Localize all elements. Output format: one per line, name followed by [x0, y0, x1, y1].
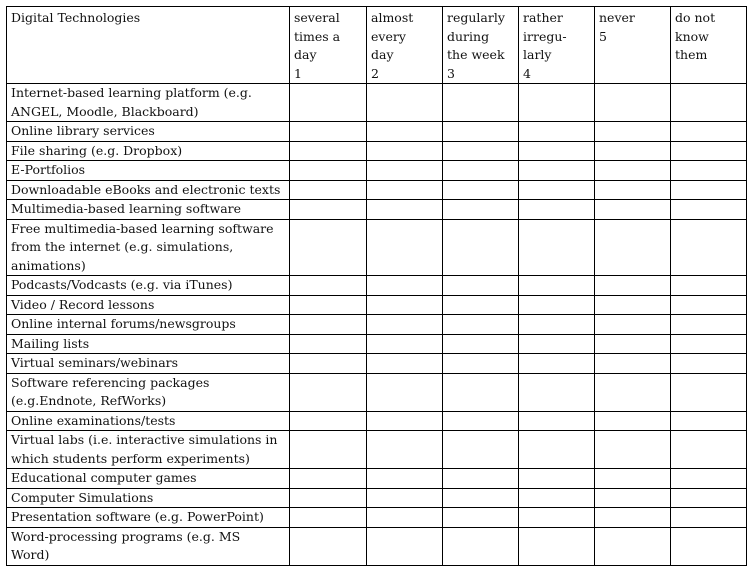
response-cell[interactable]: [367, 180, 443, 200]
column-number: 5: [599, 28, 607, 44]
response-cell[interactable]: [595, 295, 671, 315]
response-cell[interactable]: [290, 527, 367, 565]
technology-cell: [7, 84, 290, 122]
response-cell[interactable]: [290, 431, 367, 469]
response-cell[interactable]: [671, 315, 747, 335]
response-cell[interactable]: [443, 411, 519, 431]
response-cell[interactable]: [290, 161, 367, 181]
response-cell[interactable]: [443, 219, 519, 276]
response-cell[interactable]: [367, 508, 443, 528]
technology-label: Computer Simulations: [11, 489, 154, 505]
technology-label: Free multimedia-based learning software from the internet (e.g. simulations, animations): [11, 220, 274, 273]
table-body: [7, 84, 747, 566]
response-cell[interactable]: [671, 527, 747, 565]
table-row: [7, 161, 747, 181]
response-cell[interactable]: [595, 508, 671, 528]
technology-cell: [7, 180, 290, 200]
technology-label: Multimedia-based learning software: [11, 201, 242, 216]
response-cell[interactable]: [290, 334, 367, 354]
table-row: [7, 200, 747, 220]
column-label: almost every day: [371, 10, 414, 62]
response-cell[interactable]: [671, 373, 747, 411]
response-cell[interactable]: [290, 373, 367, 411]
technology-cell: [7, 354, 290, 374]
response-cell[interactable]: [519, 219, 595, 276]
technology-cell: [7, 276, 290, 296]
response-cell[interactable]: [290, 219, 367, 276]
column-header-do-not-know-them: [671, 7, 747, 84]
table-row: [7, 180, 747, 200]
response-cell[interactable]: [519, 373, 595, 411]
response-cell[interactable]: [367, 527, 443, 565]
response-cell[interactable]: [367, 411, 443, 431]
response-cell[interactable]: [671, 219, 747, 276]
response-cell[interactable]: [443, 373, 519, 411]
response-cell[interactable]: [671, 431, 747, 469]
response-cell[interactable]: [367, 315, 443, 335]
response-cell[interactable]: [595, 469, 671, 489]
column-number: 2: [371, 65, 379, 81]
response-cell[interactable]: [290, 200, 367, 220]
column-label: do not know them: [675, 10, 716, 62]
table-row: [7, 276, 747, 296]
technology-label: Video / Record lessons: [11, 296, 155, 312]
technology-label: Word-processing programs (e.g. MS Word): [11, 528, 241, 562]
response-cell[interactable]: [595, 431, 671, 469]
response-cell[interactable]: [519, 315, 595, 335]
technology-cell: [7, 141, 290, 161]
response-cell[interactable]: [367, 122, 443, 142]
response-cell[interactable]: [443, 276, 519, 296]
response-cell[interactable]: [595, 373, 671, 411]
response-cell[interactable]: [443, 180, 519, 200]
response-cell[interactable]: [671, 200, 747, 220]
response-cell[interactable]: [367, 84, 443, 122]
response-cell[interactable]: [519, 180, 595, 200]
response-cell[interactable]: [671, 276, 747, 296]
header-row: [7, 7, 747, 84]
response-cell[interactable]: [671, 122, 747, 142]
response-cell[interactable]: [671, 180, 747, 200]
response-cell[interactable]: [290, 122, 367, 142]
response-cell[interactable]: [443, 354, 519, 374]
technology-cell: [7, 488, 290, 508]
response-cell[interactable]: [595, 180, 671, 200]
response-cell[interactable]: [595, 315, 671, 335]
table-row: [7, 295, 747, 315]
response-cell[interactable]: [290, 354, 367, 374]
response-cell[interactable]: [290, 488, 367, 508]
corner-header: [7, 7, 290, 84]
response-cell[interactable]: [595, 488, 671, 508]
technology-cell: [7, 527, 290, 565]
response-cell[interactable]: [290, 295, 367, 315]
technology-label: Online examinations/tests: [11, 412, 176, 428]
response-cell[interactable]: [519, 508, 595, 528]
response-cell[interactable]: [595, 141, 671, 161]
technology-label: Downloadable eBooks and electronic texts: [11, 181, 281, 197]
response-cell[interactable]: [519, 431, 595, 469]
table-row: [7, 373, 747, 411]
technology-label: Mailing lists: [11, 335, 90, 351]
column-number: 3: [447, 65, 455, 81]
table-row: [7, 431, 747, 469]
response-cell[interactable]: [367, 200, 443, 220]
column-number: 1: [294, 65, 302, 81]
technology-cell: [7, 469, 290, 489]
response-cell[interactable]: [367, 373, 443, 411]
technology-label: Podcasts/Vodcasts (e.g. via iTunes): [11, 277, 233, 292]
table-row: [7, 315, 747, 335]
response-cell[interactable]: [367, 141, 443, 161]
response-cell[interactable]: [595, 354, 671, 374]
response-cell[interactable]: [519, 200, 595, 220]
technology-label: Online library services: [11, 123, 155, 138]
technology-label: E-Portfolios: [11, 162, 86, 177]
column-header-rather-irregu-larly: [519, 7, 595, 84]
response-cell[interactable]: [519, 295, 595, 315]
response-cell[interactable]: [367, 334, 443, 354]
response-cell[interactable]: [671, 488, 747, 508]
technology-label: Online internal forums/newsgroups: [11, 316, 236, 331]
response-cell[interactable]: [671, 295, 747, 315]
response-cell[interactable]: [519, 276, 595, 296]
response-cell[interactable]: [595, 122, 671, 142]
response-cell[interactable]: [290, 141, 367, 161]
corner-label: Digital Technologies: [11, 10, 141, 25]
table-row: [7, 469, 747, 489]
response-cell[interactable]: [671, 354, 747, 374]
technology-label: Internet-based learning platform (e.g. ANGEL, Moodle, Blackboard): [11, 85, 252, 119]
response-cell[interactable]: [367, 488, 443, 508]
response-cell[interactable]: [367, 431, 443, 469]
table-row: [7, 508, 747, 528]
response-cell[interactable]: [290, 180, 367, 200]
response-cell[interactable]: [367, 354, 443, 374]
column-number: 4: [523, 65, 531, 81]
technology-cell: [7, 508, 290, 528]
response-cell[interactable]: [443, 469, 519, 489]
response-cell[interactable]: [671, 84, 747, 122]
column-label: never: [599, 10, 635, 25]
technology-label: Virtual seminars/webinars: [11, 355, 179, 370]
response-cell[interactable]: [671, 141, 747, 161]
technology-label: File sharing (e.g. Dropbox): [11, 142, 183, 158]
response-cell[interactable]: [519, 488, 595, 508]
response-cell[interactable]: [443, 295, 519, 315]
response-cell[interactable]: [595, 334, 671, 354]
technology-cell: [7, 334, 290, 354]
response-cell[interactable]: [443, 315, 519, 335]
response-cell[interactable]: [519, 354, 595, 374]
table-row: [7, 84, 747, 122]
response-cell[interactable]: [671, 161, 747, 181]
table-row: [7, 527, 747, 565]
response-cell[interactable]: [443, 431, 519, 469]
response-cell[interactable]: [595, 84, 671, 122]
response-cell[interactable]: [367, 295, 443, 315]
column-header-never: [595, 7, 671, 84]
technology-cell: [7, 315, 290, 335]
table-row: [7, 219, 747, 276]
response-cell[interactable]: [290, 315, 367, 335]
technology-cell: [7, 411, 290, 431]
response-cell[interactable]: [367, 161, 443, 181]
response-cell[interactable]: [519, 84, 595, 122]
response-cell[interactable]: [671, 334, 747, 354]
response-cell[interactable]: [443, 141, 519, 161]
response-cell[interactable]: [519, 141, 595, 161]
technology-cell: [7, 431, 290, 469]
response-cell[interactable]: [290, 508, 367, 528]
response-cell[interactable]: [595, 527, 671, 565]
column-label: rather irregu- larly: [523, 10, 567, 62]
response-cell[interactable]: [519, 161, 595, 181]
response-cell[interactable]: [290, 276, 367, 296]
technology-cell: [7, 200, 290, 220]
technology-cell: [7, 219, 290, 276]
technology-cell: [7, 373, 290, 411]
response-cell[interactable]: [367, 276, 443, 296]
response-cell[interactable]: [290, 411, 367, 431]
response-cell[interactable]: [595, 219, 671, 276]
response-cell[interactable]: [290, 84, 367, 122]
response-cell[interactable]: [595, 411, 671, 431]
response-cell[interactable]: [595, 161, 671, 181]
technology-cell: [7, 122, 290, 142]
table-row: [7, 141, 747, 161]
response-cell[interactable]: [595, 200, 671, 220]
response-cell[interactable]: [671, 508, 747, 528]
survey-table: [6, 6, 747, 566]
response-cell[interactable]: [443, 200, 519, 220]
response-cell[interactable]: [443, 488, 519, 508]
response-cell[interactable]: [443, 84, 519, 122]
response-cell[interactable]: [443, 122, 519, 142]
technology-label: Educational computer games: [11, 470, 197, 485]
technology-label: Presentation software (e.g. PowerPoint): [11, 509, 264, 524]
table-row: [7, 122, 747, 142]
response-cell[interactable]: [443, 508, 519, 528]
table-row: [7, 354, 747, 374]
table-row: [7, 488, 747, 508]
response-cell[interactable]: [443, 334, 519, 354]
response-cell[interactable]: [367, 219, 443, 276]
response-cell[interactable]: [671, 469, 747, 489]
column-header-regularly-during-the-week: [443, 7, 519, 84]
response-cell[interactable]: [519, 334, 595, 354]
technology-label: Software referencing packages (e.g.Endnote, RefWorks): [11, 374, 210, 408]
column-label: regularly during the week: [447, 10, 505, 62]
table-row: [7, 334, 747, 354]
response-cell[interactable]: [519, 122, 595, 142]
technology-label: Virtual labs (i.e. interactive simulations in which students perform experiments): [11, 432, 278, 466]
response-cell[interactable]: [519, 527, 595, 565]
response-cell[interactable]: [443, 527, 519, 565]
response-cell[interactable]: [595, 276, 671, 296]
response-cell[interactable]: [519, 469, 595, 489]
response-cell[interactable]: [367, 469, 443, 489]
column-label: several times a day: [294, 10, 341, 62]
response-cell[interactable]: [519, 411, 595, 431]
response-cell[interactable]: [290, 469, 367, 489]
column-header-almost-every-day: [367, 7, 443, 84]
technology-cell: [7, 295, 290, 315]
response-cell[interactable]: [671, 411, 747, 431]
column-header-several-times-a-day: [290, 7, 367, 84]
response-cell[interactable]: [443, 161, 519, 181]
technology-cell: [7, 161, 290, 181]
table-row: [7, 411, 747, 431]
